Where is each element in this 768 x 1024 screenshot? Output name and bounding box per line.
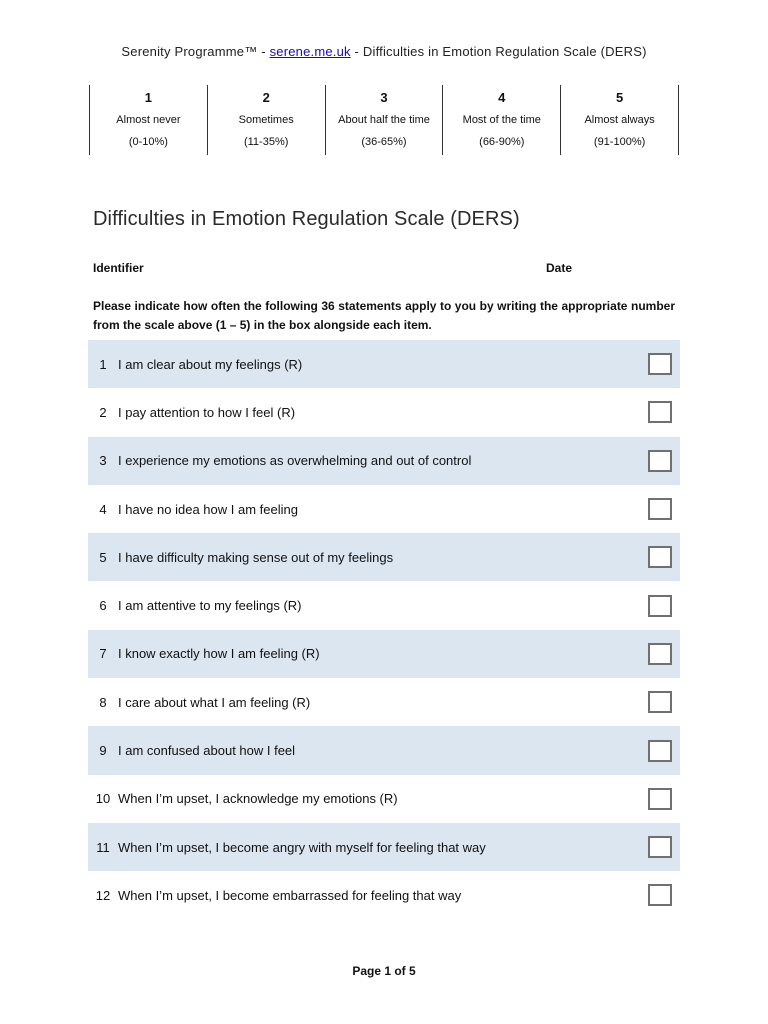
list-item <box>88 581 680 629</box>
answer-box[interactable] <box>648 353 672 375</box>
scale-label: Most of the time <box>462 114 541 126</box>
item-statement: I have difficulty making sense out of my feelings <box>118 549 394 565</box>
item-statement: When I’m upset, I become embarrassed for feeling that way <box>118 887 462 903</box>
item-number: 1 <box>99 356 107 372</box>
item-number: 6 <box>99 598 107 614</box>
item-statement: I am clear about my feelings (R) <box>118 356 303 372</box>
item-statement: I experience my emotions as overwhelming and out of control <box>118 453 472 469</box>
scale-range: (91-100%) <box>593 136 646 148</box>
scale-range: (11-35%) <box>243 136 289 148</box>
scale-number: 3 <box>380 90 388 105</box>
item-statement: I care about what I am feeling (R) <box>118 694 311 710</box>
list-item <box>88 678 680 726</box>
item-statement: I am attentive to my feelings (R) <box>118 598 302 614</box>
scale-number: 5 <box>615 90 624 105</box>
item-number: 8 <box>99 694 107 710</box>
list-item <box>88 775 680 823</box>
item-number: 11 <box>96 839 110 855</box>
scale-range: (66-90%) <box>479 136 525 148</box>
answer-box[interactable] <box>648 691 672 713</box>
list-item <box>88 388 680 436</box>
scale-option-1 <box>90 85 208 155</box>
item-number: 3 <box>99 453 107 469</box>
scale-range: (36-65%) <box>361 136 407 148</box>
answer-box[interactable] <box>648 836 672 858</box>
item-number: 2 <box>99 404 107 420</box>
answer-box[interactable] <box>648 401 672 423</box>
item-number: 9 <box>99 743 107 759</box>
scale-number: 4 <box>498 90 506 105</box>
answer-box[interactable] <box>648 450 672 472</box>
scale-option-5 <box>561 85 679 155</box>
answer-box[interactable] <box>648 884 672 906</box>
rating-scale-table <box>89 85 679 155</box>
header-link[interactable]: serene.me.uk <box>269 44 351 59</box>
item-number: 12 <box>95 887 111 903</box>
scale-label: About half the time <box>338 114 430 126</box>
answer-box[interactable] <box>648 643 672 665</box>
list-item <box>88 437 680 485</box>
item-number: 10 <box>95 791 111 807</box>
page-number: Page 1 of 5 <box>352 964 416 978</box>
list-item <box>88 533 680 581</box>
item-statement: When I’m upset, I acknowledge my emotions (R) <box>118 791 398 807</box>
item-statement: I have no idea how I am feeling <box>118 501 298 517</box>
list-item <box>88 485 680 533</box>
instructions-text: Please indicate how often the following 36 statements apply to you by writing the appropriate number from the scale above (1 – 5) in the box alongside each item. <box>93 299 675 332</box>
item-statement: I am confused about how I feel <box>118 743 296 759</box>
header-prefix: Serenity Programme™ - <box>121 44 270 59</box>
list-item <box>88 630 680 678</box>
page-header <box>0 44 768 59</box>
item-statement: I know exactly how I am feeling (R) <box>118 646 320 662</box>
list-item <box>88 871 680 919</box>
scale-range: (0-10%) <box>128 136 168 148</box>
list-item <box>88 726 680 774</box>
item-number: 5 <box>99 549 107 565</box>
item-number: 7 <box>99 646 107 662</box>
scale-number: 1 <box>144 90 153 105</box>
item-statement: When I’m upset, I become angry with myself for feeling that way <box>118 839 486 855</box>
questionnaire-items <box>88 340 680 920</box>
scale-option-4 <box>443 85 561 155</box>
scale-label: Almost never <box>116 114 181 126</box>
header-suffix: - Difficulties in Emotion Regulation Scale (DERS) <box>350 44 647 59</box>
identifier-label: Identifier <box>93 261 144 275</box>
list-item <box>88 340 680 388</box>
scale-option-3 <box>326 85 444 155</box>
scale-number: 2 <box>262 90 270 105</box>
item-statement: I pay attention to how I feel (R) <box>118 404 296 420</box>
answer-box[interactable] <box>648 498 672 520</box>
scale-label: Almost always <box>584 114 655 126</box>
document-title: Difficulties in Emotion Regulation Scale (DERS) <box>93 208 520 230</box>
item-number: 4 <box>99 501 107 517</box>
scale-option-2 <box>208 85 326 155</box>
answer-box[interactable] <box>648 788 672 810</box>
list-item <box>88 823 680 871</box>
date-label: Date <box>546 261 573 275</box>
scale-label: Sometimes <box>238 114 294 126</box>
answer-box[interactable] <box>648 546 672 568</box>
answer-box[interactable] <box>648 595 672 617</box>
answer-box[interactable] <box>648 740 672 762</box>
